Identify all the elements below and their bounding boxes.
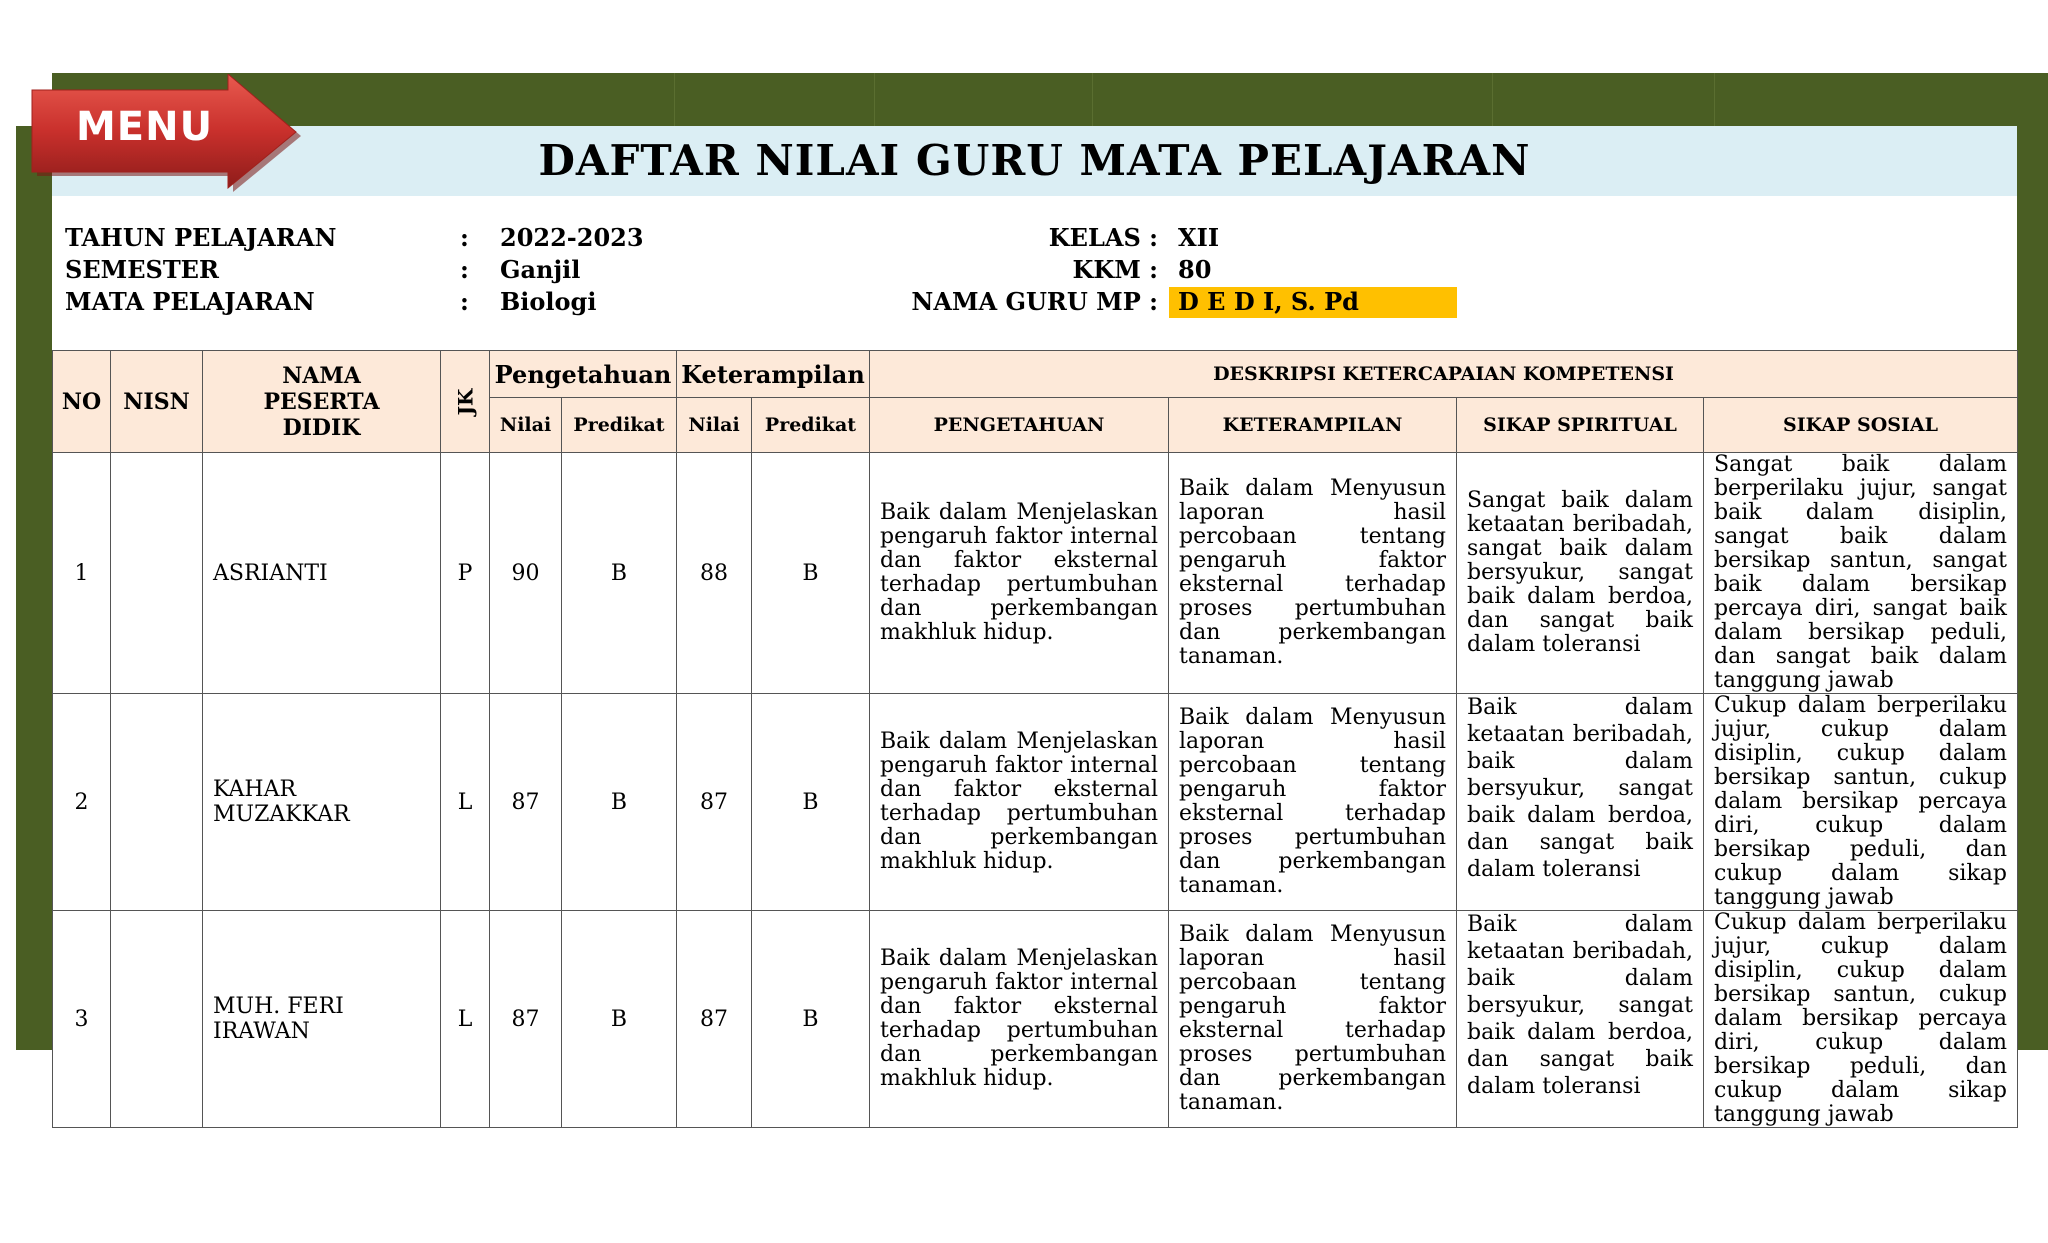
header-deskripsi: DESKRIPSI KETERCAPAIAN KOMPETENSI — [870, 351, 2018, 398]
page-title: DAFTAR NILAI GURU MATA PELAJARAN — [538, 136, 1531, 185]
cell-d-keterampilan: Baik dalam Menyusun laporan hasil percobaan tentang pengaruh faktor eksternal terhadap proses pertumbuhan dan perkembangan tanaman. — [1169, 453, 1457, 694]
header-pengetahuan: Pengetahuan — [490, 351, 677, 398]
cell-d-spiritual: Sangat baik dalam ketaatan beribadah, sangat baik dalam bersyukur, sangat baik dalam berdoa, dan sangat baik dalam toleransi — [1457, 453, 1704, 694]
cell-k-predikat: B — [752, 694, 870, 911]
table-row — [53, 911, 2018, 1128]
cell-no: 1 — [53, 453, 111, 694]
cell-nama: ASRIANTI — [203, 453, 441, 694]
header-d-pengetahuan: PENGETAHUAN — [870, 398, 1169, 453]
cell-jk: L — [441, 911, 490, 1128]
header-d-spiritual: SIKAP SPIRITUAL — [1457, 398, 1704, 453]
cell-d-sosial: Cukup dalam berperilaku jujur, cukup dalam disiplin, cukup dalam bersikap santun, cukup dalam bersikap percaya diri, cukup dalam bersikap peduli, dan cukup dalam sikap tanggung jawab — [1704, 694, 2018, 911]
cell-d-sosial: Sangat baik dalam berperilaku jujur, sangat baik dalam disiplin, sangat baik dalam bersikap santun, sangat baik dalam bersikap percaya diri, sangat baik dalam bersikap peduli, dan sangat baik dalam tanggung jawab — [1704, 453, 2018, 694]
header-nisn: NISN — [111, 351, 203, 453]
cell-p-nilai: 87 — [490, 911, 562, 1128]
cell-d-sosial: Cukup dalam berperilaku jujur, cukup dalam disiplin, cukup dalam bersikap santun, cukup dalam bersikap percaya diri, cukup dalam bersikap peduli, dan cukup dalam sikap tanggung jawab — [1704, 911, 2018, 1128]
cell-nisn — [111, 694, 203, 911]
cell-k-predikat: B — [752, 453, 870, 694]
cell-d-spiritual: Baik dalam ketaatan beribadah, baik dalam bersyukur, sangat baik dalam berdoa, dan sangat baik dalam toleransi — [1457, 694, 1704, 911]
cell-p-nilai: 90 — [490, 453, 562, 694]
header-k-predikat: Predikat — [752, 398, 870, 453]
cell-d-pengetahuan: Baik dalam Menjelaskan pengaruh faktor internal dan faktor eksternal terhadap pertumbuhan dan perkembangan makhluk hidup. — [870, 453, 1169, 694]
cell-nama: MUH. FERI IRAWAN — [203, 911, 441, 1128]
cell-k-predikat: B — [752, 911, 870, 1128]
header-p-nilai: Nilai — [490, 398, 562, 453]
table-row — [53, 453, 2018, 694]
kelas-value: XII — [1178, 223, 1220, 252]
cell-d-spiritual: Baik dalam ketaatan beribadah, baik dalam bersyukur, sangat baik dalam berdoa, dan sangat baik dalam toleransi — [1457, 911, 1704, 1128]
cell-no: 3 — [53, 911, 111, 1128]
cell-nama: KAHAR MUZAKKAR — [203, 694, 441, 911]
frame-left-band — [16, 126, 56, 1050]
cell-no: 2 — [53, 694, 111, 911]
kelas-label: KELAS : — [1048, 223, 1158, 252]
cell-d-pengetahuan: Baik dalam Menjelaskan pengaruh faktor internal dan faktor eksternal terhadap pertumbuhan dan perkembangan makhluk hidup. — [870, 911, 1169, 1128]
mapel-value: Biologi — [500, 287, 597, 316]
cell-p-predikat: B — [562, 694, 677, 911]
semester-label: SEMESTER — [65, 255, 219, 284]
tahun-colon: : — [460, 223, 469, 252]
table-row — [53, 694, 2018, 911]
semester-value: Ganjil — [500, 255, 581, 284]
cell-k-nilai: 87 — [677, 694, 752, 911]
header-jk — [441, 351, 490, 453]
cell-p-nilai: 87 — [490, 694, 562, 911]
grade-table — [52, 350, 2018, 1128]
cell-jk: L — [441, 694, 490, 911]
frame-top-band — [52, 73, 2048, 126]
header-keterampilan: Keterampilan — [677, 351, 870, 398]
tahun-label: TAHUN PELAJARAN — [65, 223, 337, 252]
title-band — [52, 126, 2017, 196]
cell-d-pengetahuan: Baik dalam Menjelaskan pengaruh faktor internal dan faktor eksternal terhadap pertumbuhan dan perkembangan makhluk hidup. — [870, 694, 1169, 911]
menu-button[interactable] — [30, 74, 302, 192]
cell-jk: P — [441, 453, 490, 694]
header-p-predikat: Predikat — [562, 398, 677, 453]
menu-label: MENU — [76, 104, 214, 150]
header-d-sosial: SIKAP SOSIAL — [1704, 398, 2018, 453]
kkm-label: KKM : — [1072, 255, 1158, 284]
frame-right-band — [2017, 126, 2048, 1050]
semester-colon: : — [460, 255, 469, 284]
tahun-value: 2022-2023 — [500, 223, 644, 252]
guru-value: D E D I, S. Pd — [1178, 287, 1359, 316]
mapel-label: MATA PELAJARAN — [65, 287, 315, 316]
kkm-value: 80 — [1178, 255, 1212, 284]
guru-label: NAMA GURU MP : — [911, 287, 1158, 316]
mapel-colon: : — [460, 287, 469, 316]
cell-d-keterampilan: Baik dalam Menyusun laporan hasil percobaan tentang pengaruh faktor eksternal terhadap proses pertumbuhan dan perkembangan tanaman. — [1169, 911, 1457, 1128]
cell-p-predikat: B — [562, 453, 677, 694]
header-no: NO — [53, 351, 111, 453]
header-jk-label: JK — [452, 388, 477, 415]
header-d-keterampilan: KETERAMPILAN — [1169, 398, 1457, 453]
cell-p-predikat: B — [562, 911, 677, 1128]
cell-k-nilai: 88 — [677, 453, 752, 694]
header-nama: NAMA PESERTA DIDIK — [203, 351, 441, 453]
cell-nisn — [111, 453, 203, 694]
cell-d-keterampilan: Baik dalam Menyusun laporan hasil percobaan tentang pengaruh faktor eksternal terhadap proses pertumbuhan dan perkembangan tanaman. — [1169, 694, 1457, 911]
header-k-nilai: Nilai — [677, 398, 752, 453]
cell-nisn — [111, 911, 203, 1128]
cell-k-nilai: 87 — [677, 911, 752, 1128]
